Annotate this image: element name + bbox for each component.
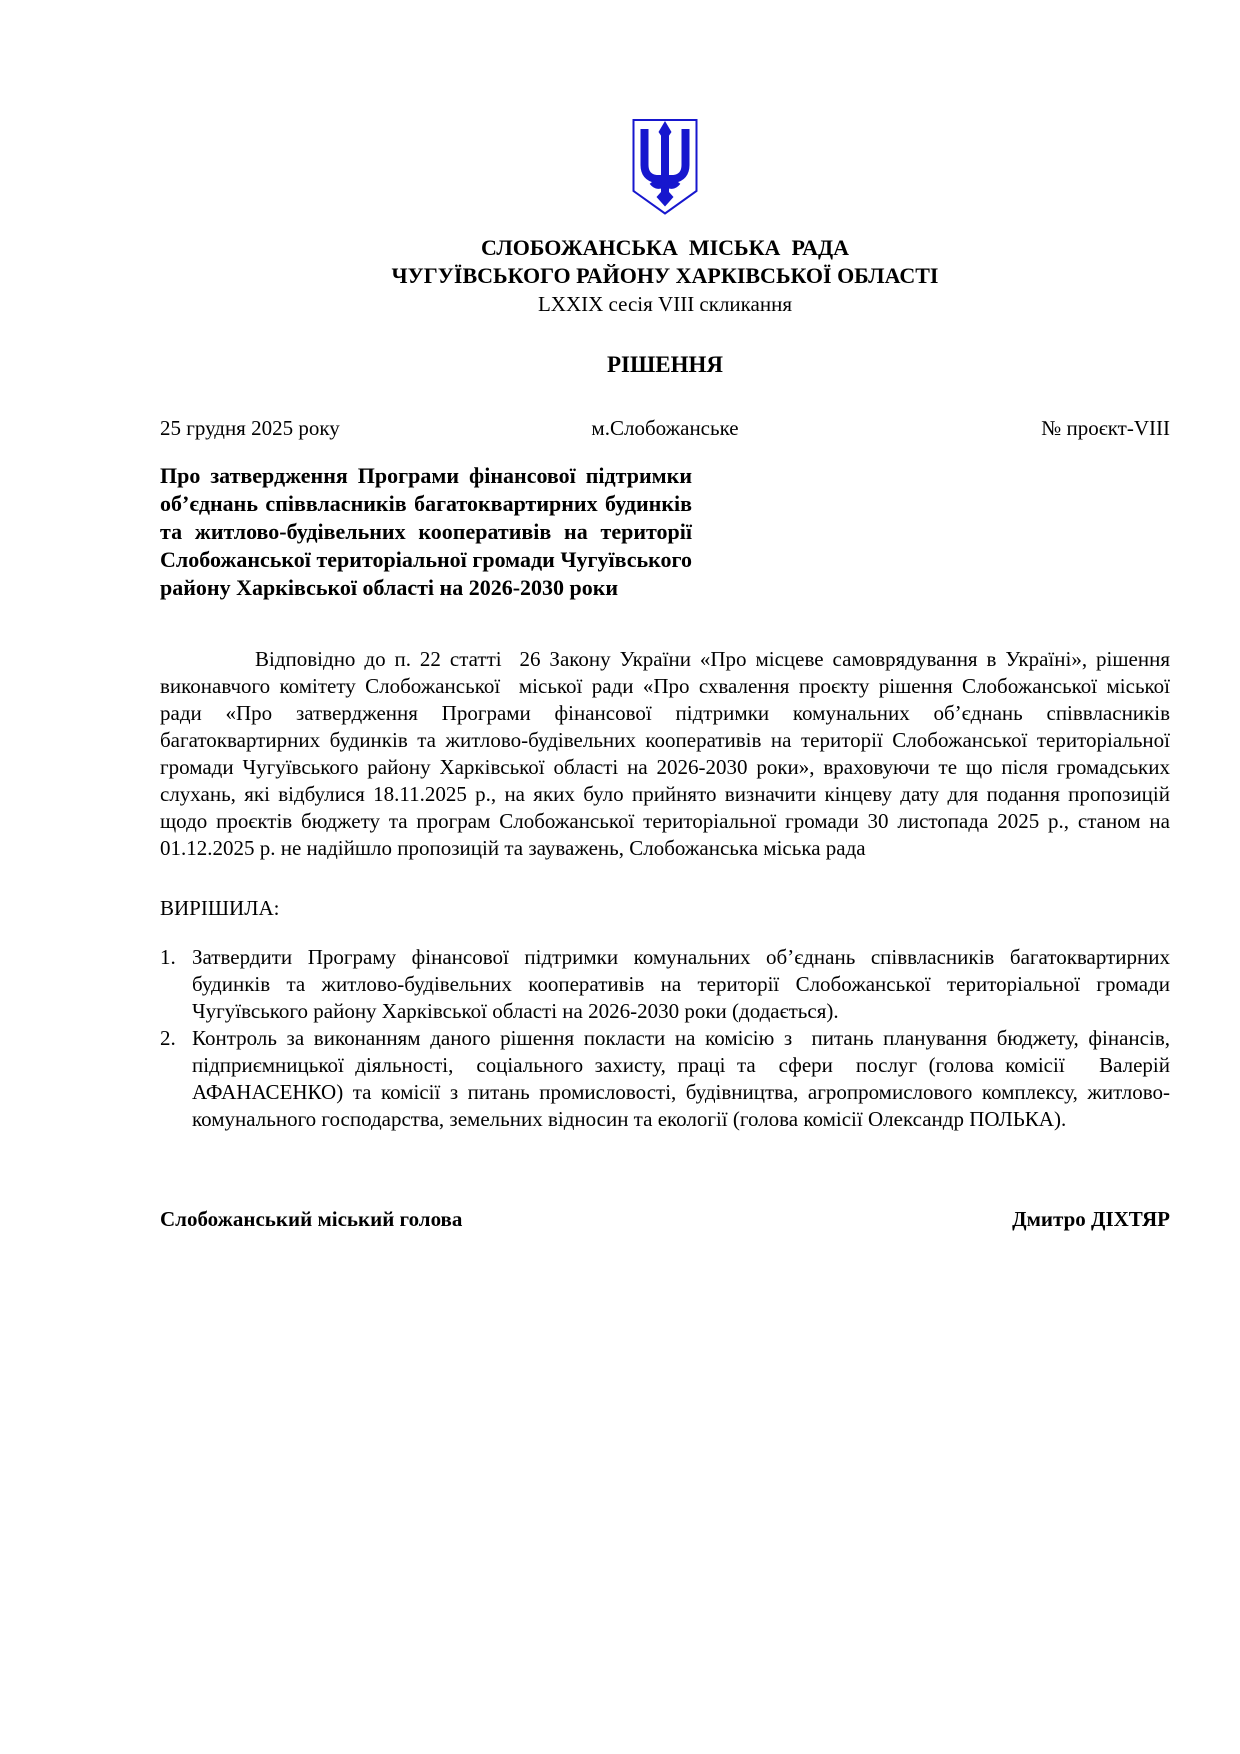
document-subject: Про затвердження Програми фінансової підтримки об’єднань співвласників багатоквартирних будинків та житлово-будівельних кооперативів на території Слобожанської територіальної громади Чугуївського району Харківської області на 2026-2030 роки xyxy=(160,463,698,600)
signature-row xyxy=(160,1205,1170,1233)
list-item-number: 1. xyxy=(160,945,176,969)
org-name-line-2: ЧУГУЇВСЬКОГО РАЙОНУ ХАРКІВСЬКОЇ ОБЛАСТІ xyxy=(391,263,939,288)
list-item-text: Затвердити Програму фінансової підтримки комунальних об’єднань співвласників багатоквартирних будинків та житлово-будівельних кооперативів на території Слобожанської територіальної громади Чугуївського району Харківської області на 2026-2030 роки (додається). xyxy=(192,945,1176,1023)
document-type-title: РІШЕННЯ xyxy=(607,352,723,377)
signer-name: Дмитро ДІХТЯР xyxy=(1012,1207,1170,1231)
resolved-label: ВИРІШИЛА: xyxy=(160,896,280,920)
list-item-number: 2. xyxy=(160,1026,176,1050)
preamble-paragraph: Відповідно до п. 22 статті 26 Закону України «Про місцеве самоврядування в Україні», рішення виконавчого комітету Слобожанської міської ради «Про схвалення проєкту рішення Слобожанської міської ради «Про затвердження Програми фінансової підтримки комунальних об’єднань співвласників багатоквартирних будинків та житлово-будівельних кооперативів на території Слобожанської територіальної громади Чугуївського району Харківської області на 2026-2030 роки», враховуючи те що після громадських слухань, які відбулися 18.11.2025 р., на яких було прийнято визначити кінцеву дату для подання пропозицій щодо проєктів бюджету та програм Слобожанської територіальної громади 30 листопада 2025 р., станом на 01.12.2025 р. не надійшло пропозицій та зауважень, Слобожанська міська рада xyxy=(160,647,1176,860)
org-name-line-1: СЛОБОЖАНСЬКА МІСЬКА РАДА xyxy=(481,235,849,260)
document-content xyxy=(160,0,1176,1233)
meta-row xyxy=(160,414,1170,442)
resolution-items xyxy=(160,944,1176,1133)
document-date: 25 грудня 2025 року xyxy=(160,416,340,440)
document-place: м.Слобожанське xyxy=(591,416,739,440)
document-number: № проєкт-VIII xyxy=(1041,416,1170,440)
list-item xyxy=(160,944,1176,1025)
list-item xyxy=(160,1025,1176,1133)
signer-position: Слобожанський міський голова xyxy=(160,1207,463,1231)
session-line: LXXIX сесія VIII скликання xyxy=(537,292,793,316)
emblem-container xyxy=(160,0,1170,216)
list-item-text: Контроль за виконанням даного рішення покласти на комісію з питань планування бюджету, фінансів, підприємницької діяльності, соціального захисту, праці та сфери послуг (голова комісії Валерій АФАНАСЕНКО) та комісії з питань промисловості, будівництва, агропромислового комплексу, житлово-комунального господарства, земельних відносин та екології (голова комісії Олександр ПОЛЬКА). xyxy=(192,1026,1176,1131)
ukraine-trident-icon xyxy=(631,118,699,216)
